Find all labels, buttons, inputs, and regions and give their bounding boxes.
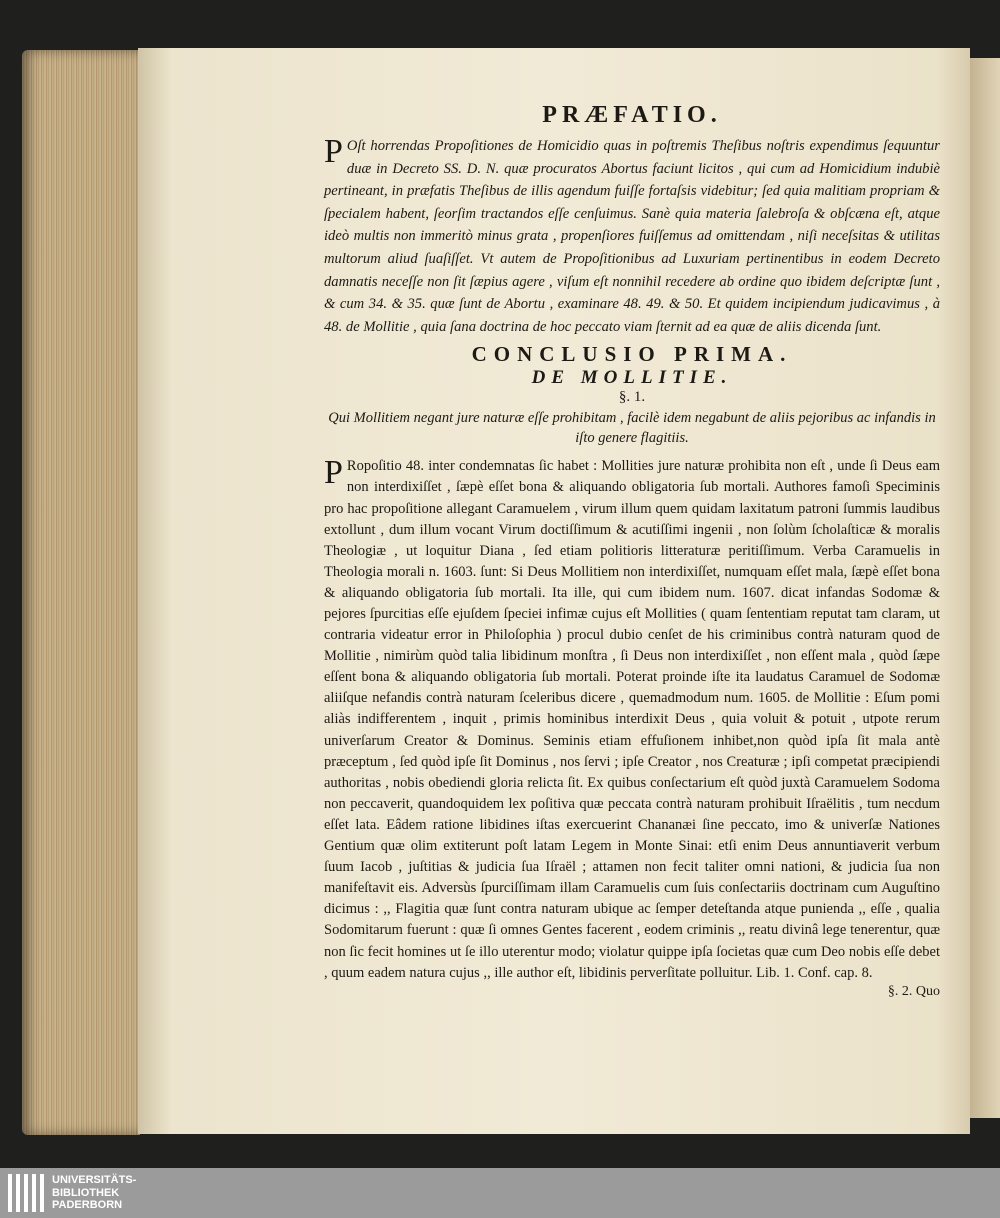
body-text: Ropoſitio 48. inter condemnatas ſic habet : Mollities jure naturæ prohibita non eſt , unde ſi Deus eam non interdixiſſet , ſæpè eſſet bona & aliquando obligatoria ſub mortali. Authores famoſi Speciminis pro hac propoſitione allegant Caramuelem , virum illum quem quidam laxitatum patroni ſummis laudibus extollunt , dum illum vocant Virum doctiſſimum & acutiſſimi ingenii , non ſolùm ſcholaſticæ & moralis Theologiæ , ut loquitur Diana , ſed etiam politioris litteraturæ peritiſſimum. Verba Caramuelis in Theologia morali n. 1603. ſunt: Si Deus Mollitiem non interdixiſſet, numquam eſſet mala, ſæpè eſſet bona & aliquando obligatoria ſub mortali. Ita ille, qui cum ibidem num. 1607. dicat infandas Sodomæ & pejores ſpurcitias eſſe ejuſdem ſpeciei infimæ cujus eſt Mollities ( quam ſententiam reputat tam claram, ut contraria videatur error in Philoſophia ) procul dubio cenſet de his criminibus contrà naturam quod de Mollitie , nimirùm quòd talia libidinum monſtra , ſi Deus non interdixiſſet , non eſſent mala , quòd ſæpe eſſent bona & aliquando obligatoria ſub mortali. Poterat proinde iſte ita laudatus Caramuel de Sodomæ aliiſque nefandis contrà naturam ſceleribus dicere , quemadmodum num. 1605. de Mollitie : Eſum pomi aliàs indifferentem , inquit , primis hominibus interdixit Deus , quia voluit & potuit , utpote rerum univerſarum Creator & Dominus. Seminis etiam effuſionem inhibet,non quòd ipſa ſit mala antè præceptum , ſed quòd ipſe ſit Dominus , nos ſervi ; ipſe Creator , nos Creaturæ ; ipſi competat præcipiendi authoritas , nobis obediendi gloria relicta ſit. Ex quibus conſectarium eſt quòd juxtà Caramuelem Sodoma non peccaverit, quandoquidem lex poſitiva quæ peccata contrà naturam prohibuit Iſraëlitis , tum necdum eſſet lata. Eâdem ratione libidines iſtas exercuerint Chananæi ſine peccato, imo & univerſæ Nationes Gentium quæ olim extiterunt poſt latam Legem in Monte Sinai: etſi enim Deus annuntiaverit verbum ſuum Iacob , juſtitias & judicia ſua Iſraël ; attamen non fecit taliter omni nationi, & judicia ſua non manifeſtavit eis. Adversùs ſpurciſſimam illam Caramuelis cum ſuis conſectariis doctrinam cum Auguſtino dicimus : ,, Flagitia quæ ſunt contra naturam ubique ac ſemper deteſtanda atque punienda ,, eſſe , qualia Sodomitarum fuerunt : quæ ſi omnes Gentes facerent , eodem criminis ,, reatu divinâ lege tenerentur, quæ non ſic fecit homines ut ſe illo uterentur modo; violatur quippe ipſa ſocietas quæ cum Deo nobis eſſe debet , quum eadem natura cujus ,, ille author eſt, libidinis perverſitate polluitur. Lib. 1. Conf. cap. 8. <box>324 458 940 981</box>
preface-initial: P <box>324 133 343 170</box>
library-logo-text <box>52 1174 136 1212</box>
book-page-edges <box>22 50 140 1135</box>
preface-paragraph <box>324 135 940 338</box>
library-footer-bar <box>0 1168 1000 1218</box>
section-thesis: Qui Mollitiem negant jure naturæ eſſe prohibitam , facilè idem negabunt de aliis pejoribus ac infandis in iſto genere flagitiis. <box>328 410 936 447</box>
library-logo-icon <box>8 1174 44 1212</box>
facing-page-edge <box>966 58 1000 1118</box>
book-page <box>138 48 970 1134</box>
conclusio-heading: CONCLUSIO PRIMA. <box>471 342 793 367</box>
conclusio-subheading: DE MOLLITIE. <box>531 367 733 389</box>
logo-line-1: UNIVERSITÄTS- <box>52 1174 137 1186</box>
page-title: PRÆFATIO. <box>542 102 722 128</box>
body-initial: P <box>324 454 343 492</box>
logo-line-2: BIBLIOTHEK <box>52 1186 120 1199</box>
section-number: §. 1. <box>618 389 646 406</box>
page-text-block <box>324 62 940 1000</box>
logo-line-3: PADERBORN <box>52 1199 123 1211</box>
body-paragraph <box>324 456 940 983</box>
preface-text: Oſt horrendas Propoſitiones de Homicidio quas in poſtremis Theſibus noſtris expendimus ſequuntur duæ in Decreto SS. D. N. quæ procuratos Abortus faciunt licitos , qui cum ad Homicidium indubiè pertineant, in præfatis Theſibus de illis agendum fuiſſe fortaſsis videbitur; ſed quia malitiam propriam & ſpecialem habent, ſeorſim tractandos eſſe cenſuimus. Sanè quia materia ſalebroſa & obſcæna eſt, atque ideò multis non immeritò minus grata , propenſiores fuiſſemus ad omittendam , niſi neceſsitas & utilitas multorum aliud ſuaſiſſet. Vt autem de Propoſitionibus ad Luxuriam pertinentibus in eodem Decreto damnatis neceſſe non ſit ſæpius agere , viſum eſt nonnihil recedere ab ordine quo ibidem deſcriptæ ſunt , & cum 34. & 35. quæ ſunt de Abortu , examinare 48. 49. & 50. Et quidem incipiendum judicavimus , à 48. de Mollitie , quia ſana doctrina de hoc peccato viam ſternit ad ea quæ de aliis dicenda ſunt. <box>324 138 940 335</box>
catchword: §. 2. Quo <box>887 983 940 999</box>
